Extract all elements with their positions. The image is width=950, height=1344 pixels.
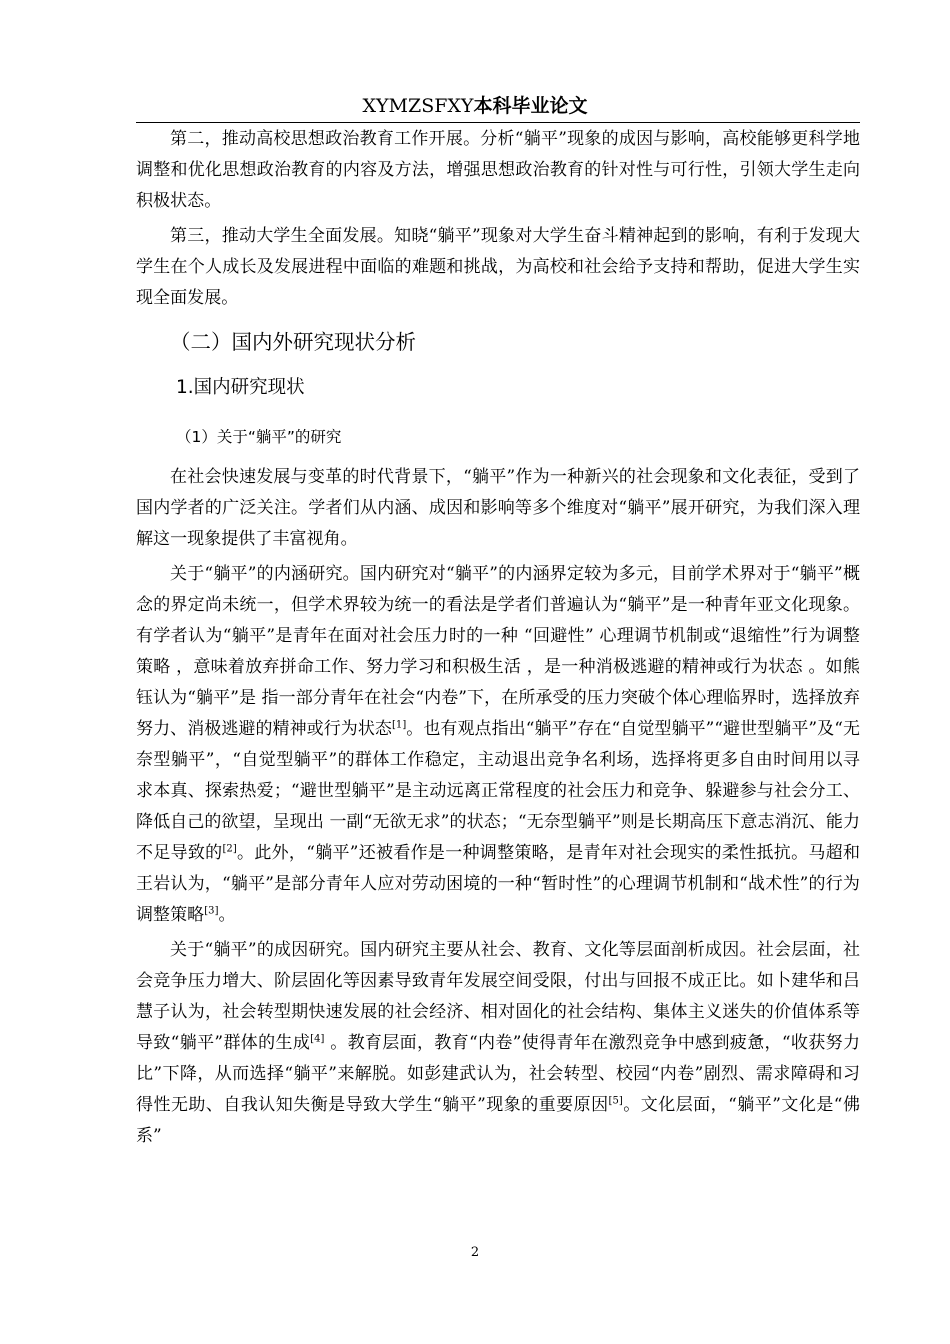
page-number: 2	[470, 1245, 480, 1260]
paragraph-connotation	[136, 559, 860, 931]
paragraph-text: 。也有观点指出“躺平”存在“自觉型躺平”“避世型躺平”及“无奈型躺平”，“自觉型躺平”的群体工作稳定，主动退出竞争名利场，选择将更多自由时间用以寻求本真、探索热爱；“避世型躺平”是主动远离正常程度的社会压力和竞争、躲避参与社会分工、降低自己的欲望，呈现出 一副“无欲无求”的状态；“无奈型躺平”则是长期高压下意志消沉、能力不足导致的	[136, 719, 860, 863]
citation-2: [2]	[222, 843, 237, 855]
paragraph-background: 在社会快速发展与变革的时代背景下，“躺平”作为一种新兴的社会现象和文化表征，受到了国内学者的广泛关注。学者们从内涵、成因和影响等多个维度对“躺平”展开研究，为我们深入理解这一现象提供了丰富视角。	[136, 467, 860, 549]
subsubsection-heading: （1）关于“躺平”的研究	[176, 428, 342, 446]
paragraph-text: 关于“躺平”的内涵研究。国内研究对“躺平”的内涵界定较为多元，目前学术界对于“躺平”概念的界定尚未统一，但学术界较为统一的看法是学者们普遍认为“躺平”是一种青年亚文化现象。有学者认为“躺平”是青年在面对社会压力时的一种 “回避性” 心理调节机制或“退缩性”行为调整策略 ，意味着放弃拼命工作、努力学习和积极生活 ，是一种消极逃避的精神或行为状态 。如熊钰认为“躺平”是 指一部分青年在社会“内卷”下，在所承受的压力突破个体心理临界时，选择放弃努力、消极逃避的精神或行为状态	[136, 564, 860, 739]
citation-5: [5]	[608, 1095, 623, 1107]
paragraph-text: 。文化层面，“躺平”文化是“佛系”	[136, 1095, 860, 1146]
paragraph-text: 。教育层面，教育“内卷”使得青年在激烈竞争中感到疲惫，“收获努力比”下降，从而选择“躺平”来解脱。如彭建武认为，社会转型、校园“内卷”剧烈、需求障碍和习得性无助、自我认知失衡是导致大学生“躺平”现象的重要原因	[136, 1033, 861, 1115]
paragraph-second-point: 第二，推动高校思想政治教育工作开展。分析“躺平”现象的成因与影响，高校能够更科学地调整和优化思想政治教育的内容及方法，增强思想政治教育的针对性与可行性，引领大学生走向积极状态。	[136, 129, 860, 211]
section-heading: （二）国内外研究现状分析	[170, 330, 416, 354]
citation-1: [1]	[391, 719, 407, 731]
paragraph-third-point: 第三，推动大学生全面发展。知晓“躺平”现象对大学生奋斗精神起到的影响，有利于发现大学生在个人成长及发展进程中面临的难题和挑战，为高校和社会给予支持和帮助，促进大学生实现全面发展。	[136, 226, 860, 308]
paragraph-text: 。	[218, 905, 236, 925]
subsection-heading: 1.国内研究现状	[176, 377, 305, 398]
citation-4: [4]	[310, 1033, 325, 1045]
paragraph-causes	[136, 935, 860, 1152]
paragraph-text: 关于“躺平”的成因研究。国内研究主要从社会、教育、文化等层面剖析成因。社会层面，社会竞争压力增大、阶层固化等因素导致青年发展空间受限，付出与回报不成正比。如卜建华和吕慧子认为，社会转型期快速发展的社会经济、相对固化的社会结构、集体主义迷失的价值体系等导致“躺平”群体的生成	[136, 940, 860, 1053]
paragraph-text: 。此外，“躺平”还被看作是一种调整策略，是青年对社会现实的柔性抵抗。马超和王岩认为，“躺平”是部分青年人应对劳动困境的一种“暂时性”的心理调节机制和“战术性”的行为调整策略	[136, 843, 861, 925]
header-code: XYMZSFXY	[362, 95, 474, 117]
header-rule	[136, 122, 860, 123]
header-title: 本科毕业论文	[473, 95, 588, 117]
document-body	[136, 124, 860, 1152]
page-header	[0, 92, 950, 120]
citation-3: [3]	[204, 905, 219, 917]
